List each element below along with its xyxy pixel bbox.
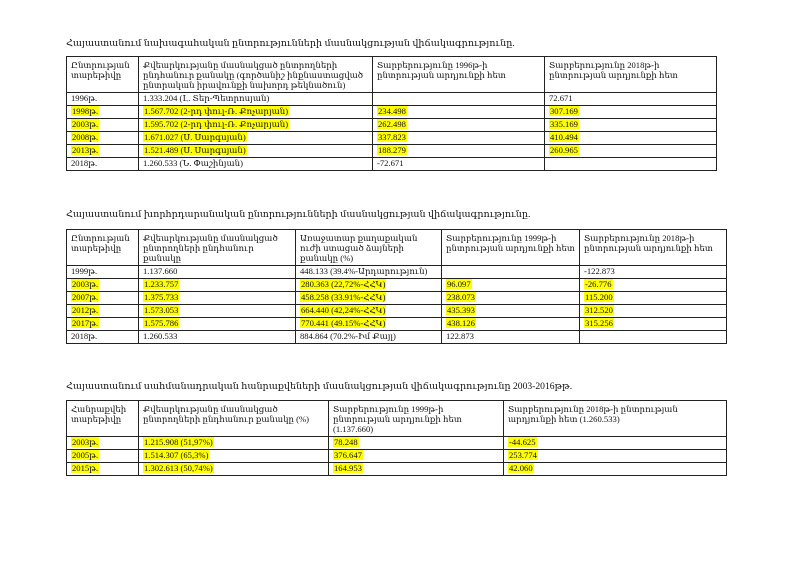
referendum-title: Հայաստանում սահմանադրական հանրաքվեների մասնակցության վիճակագրությունը 2003-2016թթ. [66, 381, 573, 392]
cell-diff-1996 [373, 106, 545, 119]
cell-year [67, 463, 139, 476]
cell-value: 335.169 [550, 119, 578, 129]
table-row [67, 292, 727, 305]
table-row [67, 318, 727, 331]
cell-diff-2018 [504, 450, 727, 463]
cell-year [67, 158, 139, 171]
table-row [67, 331, 727, 344]
table-row [67, 437, 727, 450]
cell-diff-1999 [329, 450, 504, 463]
cell-value: 884.864 (70.2%-Իմ Քայլ) [300, 331, 396, 341]
header-total-voters: Քվեարկությանը մասնակցած ընտրողների ընդհանուր քանակը (%) [139, 401, 329, 437]
header-year: Հանրաքվեի տարեթիվը [67, 401, 139, 437]
cell-diff-1999 [442, 279, 580, 292]
cell-value: 2018թ. [71, 158, 98, 168]
table-row [67, 132, 717, 145]
cell-value: 770.441 (49.15%-ՀՀԿ) [301, 318, 386, 328]
parliamentary-table [66, 229, 727, 344]
cell-value: 188.279 [378, 145, 406, 155]
cell-value: 410.494 [550, 132, 578, 142]
table-row [67, 279, 727, 292]
cell-year [67, 331, 139, 344]
cell-total [139, 93, 373, 106]
cell-year [67, 279, 139, 292]
cell-total [139, 292, 296, 305]
cell-value: 2005թ. [72, 450, 99, 460]
cell-diff-2018 [580, 266, 727, 279]
table-row [67, 93, 717, 106]
cell-diff-1999 [329, 437, 504, 450]
cell-value: 1.302.613 (50,74%) [144, 463, 213, 473]
cell-diff-1999 [329, 463, 504, 476]
referendum-table [66, 400, 727, 476]
header-diff-1996: Տարբերությունը 1996թ-ի ընտրության արդյունքի հետ [373, 57, 545, 93]
cell-value: -44.625 [509, 437, 536, 447]
header-diff-2018: Տարբերությունը 2018թ-ի ընտրության արդյունքի հետ [545, 57, 717, 93]
cell-year [67, 106, 139, 119]
header-total-voters: Քվեարկությանը մասնակցած ընտրողների ընդհանուր քանակը (գործանիշ ինքնաստացված ընտրական իրավունքի նախորդ թեկնածուն) [139, 57, 373, 93]
cell-diff-2018 [580, 305, 727, 318]
header-diff-1999: Տարբերությունը 1999թ-ի ընտրության արդյունքի հետ (1.137.660) [329, 401, 504, 437]
cell-value: 1.260.533 [143, 331, 178, 341]
presidential-title: Հայաստանում նախագահական ընտրությունների մասնակցության վիճակագրությունը. [66, 38, 515, 49]
header-year: Ընտրության տարեթիվը [67, 57, 139, 93]
cell-total [139, 279, 296, 292]
cell-value: 1.514.307 (65,3%) [144, 450, 209, 460]
cell-year [67, 437, 139, 450]
cell-total [139, 158, 373, 171]
cell-value: 337.823 [378, 132, 406, 142]
cell-value: 2013թ. [72, 145, 99, 155]
cell-leader [296, 279, 442, 292]
cell-year [67, 132, 139, 145]
cell-value: 448.133 (39.4%-Արդարություն) [300, 266, 428, 276]
cell-value: 234.498 [378, 106, 406, 116]
cell-diff-1999 [442, 318, 580, 331]
cell-total [139, 132, 373, 145]
cell-year [67, 450, 139, 463]
cell-total [139, 437, 329, 450]
cell-diff-2018 [545, 132, 717, 145]
cell-total [139, 145, 373, 158]
cell-value: -26.776 [585, 279, 612, 289]
cell-leader [296, 266, 442, 279]
cell-diff-2018 [545, 119, 717, 132]
cell-diff-2018 [545, 145, 717, 158]
cell-total [139, 266, 296, 279]
cell-value: 262.498 [378, 119, 406, 129]
cell-leader [296, 331, 442, 344]
cell-value: 376.647 [334, 450, 362, 460]
header-total-voters: Քվեարկությանը մասնակցած ընտրողների ընդհանուր քանակը [139, 230, 296, 266]
cell-value: 2003թ. [72, 279, 99, 289]
cell-diff-2018 [545, 158, 717, 171]
cell-diff-1996 [373, 132, 545, 145]
cell-total [139, 450, 329, 463]
cell-total [139, 331, 296, 344]
cell-value: 1.137.660 [143, 266, 178, 276]
cell-value: 78.248 [334, 437, 358, 447]
cell-value: 280.363 (22,72%-ՀՀԿ) [301, 279, 386, 289]
presidential-table [66, 56, 717, 171]
cell-diff-2018 [504, 463, 727, 476]
header-year: Ընտրության տարեթիվը [67, 230, 139, 266]
cell-diff-1999 [442, 331, 580, 344]
cell-value: 1.375.733 [144, 292, 179, 302]
cell-value: 253.774 [509, 450, 537, 460]
cell-value: 2007թ. [72, 292, 99, 302]
cell-value: 164.953 [334, 463, 362, 473]
cell-year [67, 119, 139, 132]
parliamentary-title: Հայաստանում խորհրդարանական ընտրությունների մասնակցության վիճակագրությունը. [66, 209, 531, 220]
cell-diff-1996 [373, 145, 545, 158]
header-diff-1999: Տարբերությունը 1999թ-ի ընտրության արդյունքի հետ [442, 230, 580, 266]
table-row [67, 145, 717, 158]
cell-year [67, 266, 139, 279]
cell-value: 2015թ. [72, 463, 99, 473]
cell-value: 72.671 [549, 93, 573, 103]
cell-diff-2018 [580, 331, 727, 344]
cell-value: 312.520 [585, 305, 613, 315]
cell-diff-2018 [580, 279, 727, 292]
cell-value: 307.169 [550, 106, 578, 116]
cell-value: 2003թ. [72, 437, 99, 447]
cell-value: 1.215.908 (51,97%) [144, 437, 213, 447]
table-header-row [67, 230, 727, 266]
cell-value: 2012թ. [72, 305, 99, 315]
table-row [67, 106, 717, 119]
header-leading-party-votes: Առաջատար քաղաքական ուժի ստացած ձայների քանակը (%) [296, 230, 442, 266]
table-row [67, 463, 727, 476]
cell-diff-2018 [580, 292, 727, 305]
cell-value: 115.200 [585, 292, 613, 302]
cell-diff-2018 [545, 106, 717, 119]
cell-value: 1.671.027 (Ս. Սարգսյան) [144, 132, 246, 142]
table-header-row [67, 401, 727, 437]
cell-value: 1.521.489 (Ս. Սարգսյան) [144, 145, 246, 155]
table-row [67, 450, 727, 463]
cell-year [67, 145, 139, 158]
cell-value: 315.256 [585, 318, 613, 328]
cell-diff-2018 [545, 93, 717, 106]
cell-value: 664.440 (42,24%-ՀՀԿ) [301, 305, 386, 315]
cell-value: 1.573.053 [144, 305, 179, 315]
cell-total [139, 318, 296, 331]
cell-value: 238.073 [447, 292, 475, 302]
cell-year [67, 93, 139, 106]
cell-value: 1998թ. [72, 106, 99, 116]
cell-value: 2017թ. [72, 318, 99, 328]
cell-value: 438.126 [447, 318, 475, 328]
cell-leader [296, 292, 442, 305]
cell-value: 1.333.204 (Լ. Տեր-Պետրոսյան) [143, 93, 270, 103]
cell-diff-1996 [373, 158, 545, 171]
cell-total [139, 463, 329, 476]
cell-year [67, 318, 139, 331]
cell-diff-1999 [442, 266, 580, 279]
cell-value: 2003թ. [72, 119, 99, 129]
cell-value: 2008թ. [72, 132, 99, 142]
cell-year [67, 305, 139, 318]
cell-value: -122.873 [584, 266, 615, 276]
cell-diff-2018 [580, 318, 727, 331]
cell-value: 96.097 [447, 279, 471, 289]
cell-total [139, 106, 373, 119]
table-header-row [67, 57, 717, 93]
cell-diff-1999 [442, 292, 580, 305]
cell-value: 458.258 (33.91%-ՀՀԿ) [301, 292, 386, 302]
cell-value: 122.873 [446, 331, 474, 341]
cell-total [139, 305, 296, 318]
cell-value: 260.965 [550, 145, 578, 155]
cell-total [139, 119, 373, 132]
cell-diff-1996 [373, 119, 545, 132]
cell-value: 1.260.533 (Ն. Փաշինյան) [143, 158, 243, 168]
cell-value: 2018թ. [71, 331, 98, 341]
cell-value: 1.595.702 (2-րդ փուլ-Ռ. Քոչարյան) [144, 119, 289, 129]
cell-diff-1999 [442, 305, 580, 318]
cell-diff-1996 [373, 93, 545, 106]
cell-value: 1.233.757 [144, 279, 179, 289]
cell-year [67, 292, 139, 305]
table-row [67, 158, 717, 171]
cell-leader [296, 305, 442, 318]
cell-value: 435.393 [447, 305, 475, 315]
cell-leader [296, 318, 442, 331]
header-diff-2018: Տարբերությունը 2018թ-ի ընտրության արդյունքի հետ (1.260.533) [504, 401, 727, 437]
header-diff-2018: Տարբերությունը 2018թ-ի ընտրության արդյունքի հետ [580, 230, 727, 266]
cell-value: -72.671 [377, 158, 404, 168]
cell-diff-2018 [504, 437, 727, 450]
cell-value: 1999թ. [71, 266, 98, 276]
cell-value: 1996թ. [71, 93, 98, 103]
table-row [67, 119, 717, 132]
table-row [67, 266, 727, 279]
cell-value: 1.575.786 [144, 318, 179, 328]
cell-value: 1.567.702 (2-րդ փուլ-Ռ. Քոչարյան) [144, 106, 289, 116]
table-row [67, 305, 727, 318]
cell-value: 42.060 [509, 463, 533, 473]
